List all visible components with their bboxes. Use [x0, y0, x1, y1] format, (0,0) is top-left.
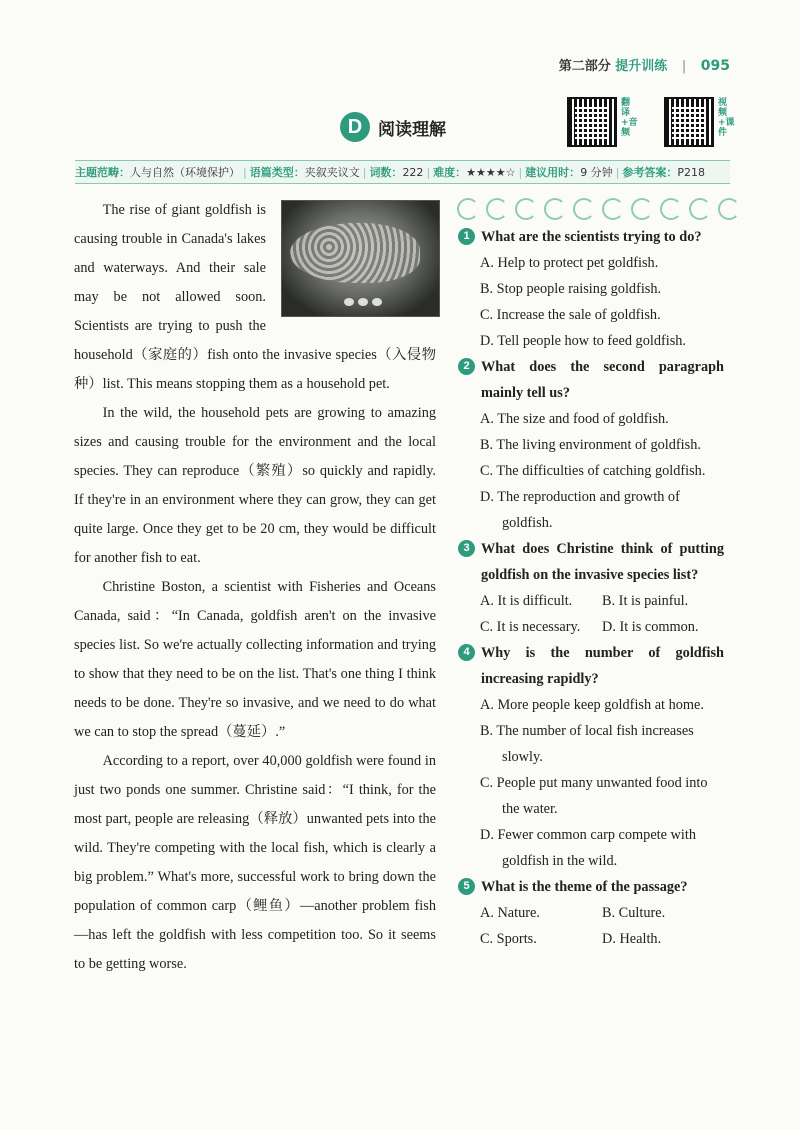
qr-code-translation[interactable] [567, 97, 617, 147]
info-key: 参考答案： [622, 166, 678, 179]
info-key: 难度： [433, 166, 467, 179]
qr-label-video: 视频+课件 [718, 98, 735, 138]
answer-option[interactable]: C. People put many unwanted food into the water. [480, 775, 708, 817]
question-stem: 3 What does Christine think of putting goldfish on the invasive species list? [458, 536, 724, 588]
qr-label-translation: 翻译+音频 [621, 98, 638, 138]
answer-option[interactable]: D. It is common. [602, 619, 699, 635]
passage-paragraph: In the wild, the household pets are growing to amazing sizes and causing trouble for the environment and the local species. They can reproduce（繁殖）so quickly and rapidly. If they're in an environment where they can grow, they can get quite large. Once they get to be 20 cm, they would be difficult for another fish to eat. [74, 405, 436, 566]
answer-option[interactable]: A. More people keep goldfish at home. [480, 697, 704, 713]
passage-paragraph: Christine Boston, a scientist with Fisheries and Oceans Canada, said：“In Canada, goldfish aren't on the invasive species list. So we're actually collecting information and trying to show that they need to be on the list. That's one thing I think needs to be done. They're so invasive, and we need to do what we can to stop the spread（蔓延）.” [74, 579, 436, 740]
info-value: P218 [677, 165, 706, 179]
answer-option[interactable]: A. It is difficult. [480, 593, 573, 609]
passage-paragraph: According to a report, over 40,000 goldfish were found in just two ponds one summer. Christine said：“I think, for the most part, people are releasing（释放）unwanted pets into the wild. They're competing with the local fish, which is clearly a big problem.” What's more, successful work to bring down the population of common carp（鲤鱼）—another problem fish—has left the goldfish with less competition too. So it seems to be getting worse. [74, 753, 436, 972]
question-list [458, 224, 724, 952]
answer-option[interactable]: B. The number of local fish increases slowly. [480, 723, 694, 765]
question-stem: 5 What is the theme of the passage? [458, 874, 724, 900]
info-value: 人与自然（环境保护） [130, 166, 240, 179]
info-key: 主题范畴： [75, 166, 130, 179]
section-label: 提升训练 [615, 59, 668, 74]
answer-option[interactable]: D. Fewer common carp compete with goldfish in the wild. [480, 827, 696, 869]
question-stem: 2 What does the second paragraph mainly tell us? [458, 354, 724, 406]
answer-option[interactable]: B. The living environment of goldfish. [480, 437, 701, 453]
qr-code-video[interactable] [664, 97, 714, 147]
answer-option[interactable]: C. The difficulties of catching goldfish. [480, 463, 706, 479]
answer-option[interactable]: D. Health. [602, 931, 662, 947]
answer-option[interactable]: C. Sports. [480, 931, 537, 947]
info-value: 9 分钟 [580, 166, 613, 179]
answer-option[interactable]: C. It is necessary. [480, 619, 581, 635]
question-stem: 1 What are the scientists trying to do? [458, 224, 724, 250]
passage-paragraph: The rise of giant goldfish is causing trouble in Canada's lakes and waterways. And their sale may be not allowed soon. Scientists are trying to push the household（家庭的）fish onto the invasive species（入侵物种）list. This means stopping them as a household pet. [74, 202, 436, 392]
header-divider: | [681, 59, 687, 74]
info-key: 词数： [369, 166, 403, 179]
answer-option[interactable]: A. Nature. [480, 905, 540, 921]
section-title-text: 阅读理解 [378, 119, 446, 140]
answer-option[interactable]: B. Stop people raising goldfish. [480, 281, 662, 297]
question-stem: 4 Why is the number of goldfish increasing rapidly? [458, 640, 724, 692]
answer-option[interactable]: D. Tell people how to feed goldfish. [480, 333, 686, 349]
reading-passage [74, 196, 436, 979]
answer-option[interactable]: B. It is painful. [602, 593, 689, 609]
page-number: 095 [700, 58, 730, 74]
info-value: 夹叙夹议文 [304, 166, 360, 179]
info-key: 建议用时： [525, 166, 581, 179]
progress-circles [457, 198, 740, 220]
info-key: 语篇类型： [249, 166, 305, 179]
answer-option[interactable]: B. Culture. [602, 905, 666, 921]
section-badge: D [340, 112, 370, 142]
info-value: ★★★★☆ [466, 165, 516, 179]
page-header [559, 55, 730, 74]
part-label: 第二部分 [558, 59, 611, 74]
answer-option[interactable]: C. Increase the sale of goldfish. [480, 307, 661, 323]
answer-option[interactable]: A. The size and food of goldfish. [480, 411, 669, 427]
info-bar: 主题范畴： 人与自然（环境保护） | 语篇类型： 夹叙夹议文 | 词数： 222 | 难度： ★★★★☆ | 建议用时： 9 分钟 | 参考答案： P218 [75, 160, 730, 184]
answer-option[interactable]: A. Help to protect pet goldfish. [480, 255, 659, 271]
answer-option[interactable]: D. The reproduction and growth of goldfish. [480, 489, 680, 531]
info-value: 222 [402, 165, 424, 179]
section-title [340, 112, 446, 142]
